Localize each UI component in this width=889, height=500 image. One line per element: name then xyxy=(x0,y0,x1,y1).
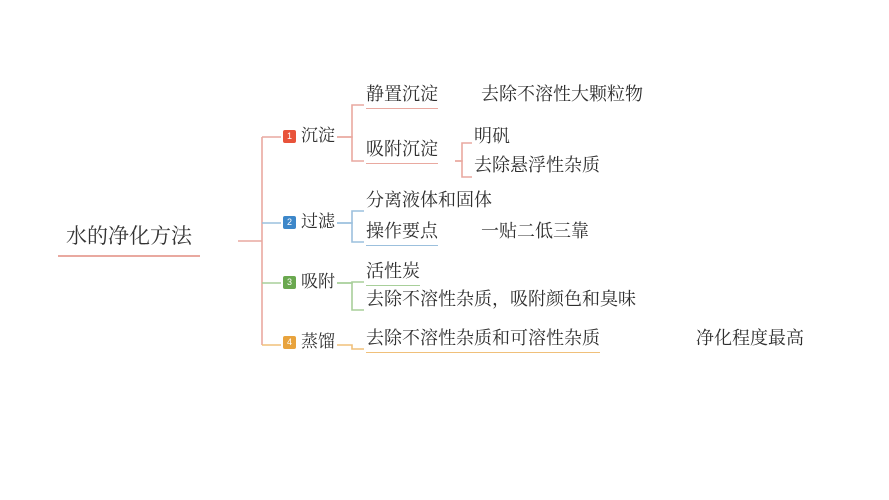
leaf-label-3a: 活性炭 xyxy=(366,261,420,281)
root-node[interactable] xyxy=(58,221,200,257)
branch-badge-3: 3 xyxy=(283,276,296,289)
root-label: 水的净化方法 xyxy=(66,225,192,248)
leaf-node-1b-detail-1[interactable] xyxy=(474,126,510,150)
branch-node-1[interactable] xyxy=(283,126,335,149)
leaf-detail-2b: 一贴二低三靠 xyxy=(481,221,589,241)
leaf-node-3b[interactable] xyxy=(366,289,636,313)
leaf-label-4a: 去除不溶性杂质和可溶性杂质 xyxy=(366,328,600,348)
leaf-node-3a[interactable] xyxy=(366,261,420,286)
leaf-node-4a-detail[interactable] xyxy=(696,328,804,352)
connector-leaf-4a xyxy=(337,345,364,349)
leaf-detail-1b-1: 明矾 xyxy=(474,126,510,146)
leaf-label-3b: 去除不溶性杂质，吸附颜色和臭味 xyxy=(366,289,636,309)
branch-label-2: 过滤 xyxy=(301,212,335,231)
connector-leaf-2a xyxy=(337,211,364,223)
leaf-node-2b-detail[interactable] xyxy=(481,221,589,245)
leaf-label-2b: 操作要点 xyxy=(366,221,438,241)
leaf-label-1b: 吸附沉淀 xyxy=(366,139,438,159)
branch-label-3: 吸附 xyxy=(301,272,335,291)
branch-badge-1: 1 xyxy=(283,130,296,143)
connector-leaf-2b xyxy=(337,223,364,242)
leaf-detail-1b-2: 去除悬浮性杂质 xyxy=(474,155,600,175)
connector-leaf-1a xyxy=(337,105,364,137)
connector-leaf-1b xyxy=(337,137,364,161)
branch-node-2[interactable] xyxy=(283,212,335,235)
leaf-node-1a[interactable] xyxy=(366,84,438,109)
leaf-label-2a: 分离液体和固体 xyxy=(366,190,492,210)
branch-node-4[interactable] xyxy=(283,332,335,355)
connector-leaf-1b-detail-2 xyxy=(455,161,472,177)
connector-leaf-3a xyxy=(337,282,364,283)
leaf-node-2a[interactable] xyxy=(366,190,492,214)
leaf-detail-4a: 净化程度最高 xyxy=(696,328,804,348)
branch-badge-2: 2 xyxy=(283,216,296,229)
leaf-node-1b[interactable] xyxy=(366,139,438,164)
branch-label-1: 沉淀 xyxy=(301,126,335,145)
branch-badge-4: 4 xyxy=(283,336,296,349)
leaf-node-2b[interactable] xyxy=(366,221,438,246)
branch-label-4: 蒸馏 xyxy=(301,332,335,351)
branch-node-3[interactable] xyxy=(283,272,335,295)
connector-leaf-1b-detail-1 xyxy=(455,143,472,161)
leaf-node-4a[interactable] xyxy=(366,328,600,353)
connector-leaf-3b xyxy=(337,283,364,310)
leaf-label-1a: 静置沉淀 xyxy=(366,84,438,104)
leaf-detail-1a: 去除不溶性大颗粒物 xyxy=(481,84,643,104)
leaf-node-1a-detail[interactable] xyxy=(481,84,643,108)
leaf-node-1b-detail-2[interactable] xyxy=(474,155,600,179)
